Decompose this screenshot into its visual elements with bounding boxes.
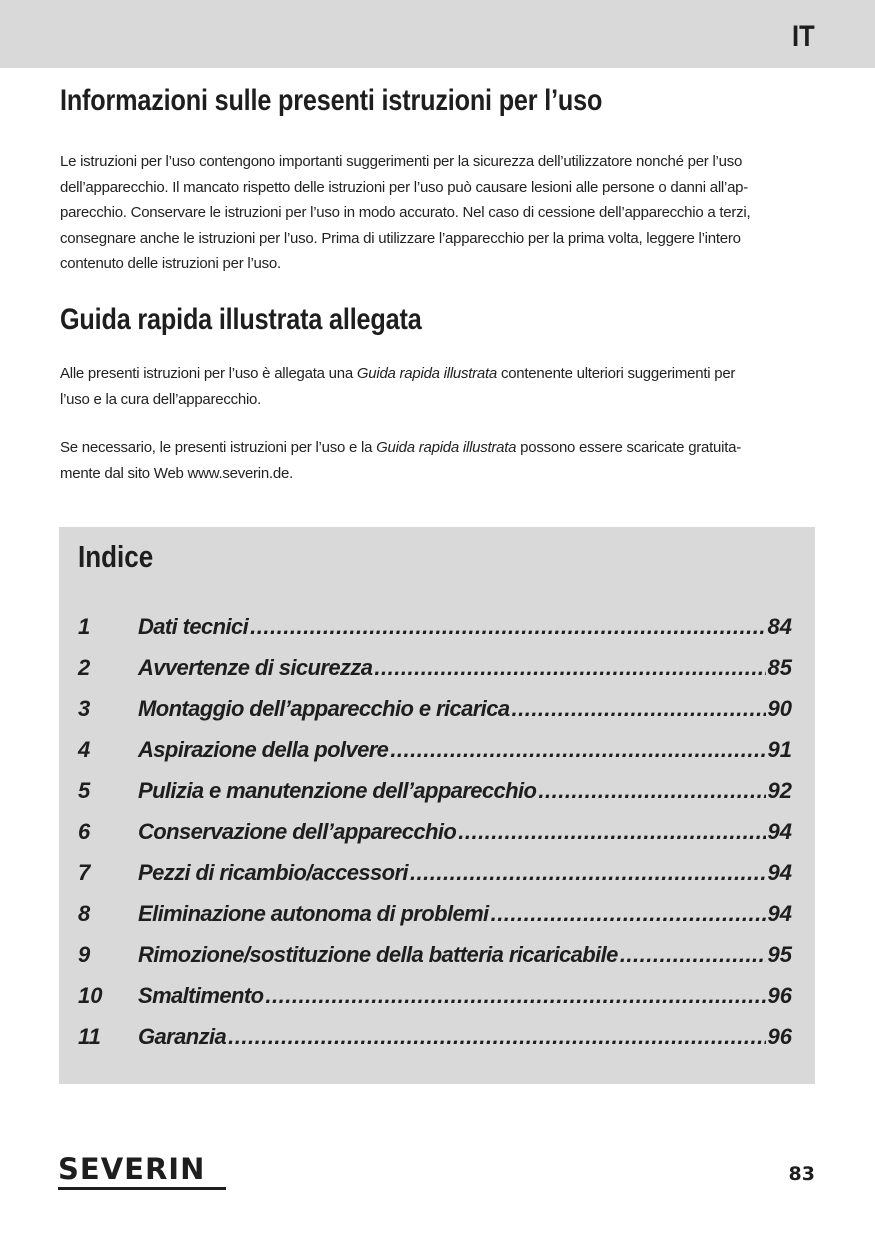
page-number: 83	[788, 1163, 815, 1185]
toc-title: Indice	[78, 539, 154, 574]
toc-entry-label: Smaltimento	[138, 983, 264, 1008]
toc-entry-page: 84	[767, 614, 792, 639]
language-code: IT	[792, 20, 815, 53]
toc-leader-dots	[410, 860, 766, 886]
toc-leader-dots	[374, 655, 765, 681]
toc-list	[78, 614, 792, 1065]
toc-entry[interactable]	[78, 655, 792, 696]
table-of-contents	[59, 527, 815, 1084]
toc-entry-page: 91	[767, 737, 792, 762]
toc-entry[interactable]	[78, 860, 792, 901]
toc-entry-number: 3	[78, 696, 91, 721]
logo-underline	[58, 1187, 226, 1190]
toc-leader-dots	[491, 901, 766, 927]
toc-entry-page: 94	[767, 819, 792, 844]
toc-entry[interactable]	[78, 983, 792, 1024]
body-line: Le istruzioni per l’uso contengono importanti suggerimenti per la sicurezza dell’utilizzatore nonché per l’uso	[60, 153, 743, 170]
body-line: dell’apparecchio. Il mancato rispetto delle istruzioni per l’uso può causare lesioni alle persone o danni all’ap-	[60, 178, 748, 196]
toc-entry-page: 85	[767, 655, 792, 680]
guide-title-italic: Guida rapida illustrata	[356, 365, 498, 382]
toc-entry-label: Dati tecnici	[138, 614, 249, 639]
toc-entry[interactable]	[78, 942, 792, 983]
toc-entry-label: Aspirazione della polvere	[138, 737, 389, 762]
toc-entry-number: 11	[78, 1024, 101, 1049]
toc-entry[interactable]	[78, 696, 792, 737]
toc-entry-number: 6	[78, 819, 91, 844]
section-body-instructions-info	[60, 149, 800, 277]
severin-logo	[58, 1153, 226, 1190]
toc-entry-number: 8	[78, 901, 91, 926]
section-body-quick-guide-p1: Alle presenti istruzioni per l’uso è allegata una Guida rapida illustrata contenente ulteriori suggerimenti per l’uso e la cura dell’apparecchio.	[60, 365, 736, 408]
brand-name: SEVERIN	[58, 1152, 206, 1186]
toc-leader-dots	[390, 737, 765, 763]
section-body-quick-guide-p2: Se necessario, le presenti istruzioni per l’uso e la Guida rapida illustrata possono essere scaricate gratuita- mente dal sito Web www.severin.de.	[60, 439, 741, 482]
toc-entry-page: 96	[767, 983, 792, 1008]
toc-entry-label: Pezzi di ricambio/accessori	[138, 860, 408, 885]
toc-entry[interactable]	[78, 614, 792, 655]
toc-entry-label: Conservazione dell’apparecchio	[138, 819, 457, 844]
toc-entry-number: 4	[78, 737, 91, 762]
toc-entry-page: 94	[767, 860, 792, 885]
body-line: consegnare anche le istruzioni per l’uso. Prima di utilizzare l’apparecchio per la prima volta, leggere l’intero	[60, 229, 741, 247]
toc-entry-label: Pulizia e manutenzione dell’apparecchio	[138, 778, 537, 803]
toc-entry-number: 5	[78, 778, 91, 803]
body-line: contenuto delle istruzioni per l’uso.	[60, 255, 281, 272]
section-title-quick-guide: Guida rapida illustrata allegata	[60, 303, 422, 336]
toc-leader-dots	[250, 614, 765, 640]
toc-leader-dots	[620, 942, 766, 968]
toc-entry[interactable]	[78, 778, 792, 819]
toc-entry-number: 10	[78, 983, 103, 1008]
toc-leader-dots	[511, 696, 765, 722]
toc-entry-number: 2	[78, 655, 91, 680]
body-line: parecchio. Conservare le istruzioni per l’uso in modo accurato. Nel caso di cessione dell’apparecchio a terzi,	[60, 204, 751, 221]
toc-entry-number: 7	[78, 860, 91, 885]
toc-entry-page: 95	[767, 942, 792, 967]
toc-leader-dots	[265, 983, 765, 1009]
toc-entry-page: 94	[767, 901, 792, 926]
toc-entry-page: 96	[767, 1024, 792, 1049]
toc-entry-label: Eliminazione autonoma di problemi	[138, 901, 489, 926]
toc-entry[interactable]	[78, 1024, 792, 1065]
toc-leader-dots	[458, 819, 765, 845]
toc-entry-page: 90	[767, 696, 792, 721]
toc-entry-number: 1	[78, 614, 91, 639]
toc-entry[interactable]	[78, 737, 792, 778]
toc-entry-label: Garanzia	[138, 1024, 227, 1049]
toc-entry-label: Rimozione/sostituzione della batteria ricaricabile	[138, 942, 618, 967]
toc-leader-dots	[538, 778, 765, 804]
toc-entry-number: 9	[78, 942, 91, 967]
toc-entry[interactable]	[78, 819, 792, 860]
toc-entry[interactable]	[78, 901, 792, 942]
guide-title-italic: Guida rapida illustrata	[376, 439, 517, 456]
toc-entry-page: 92	[767, 778, 792, 803]
toc-entry-label: Avvertenze di sicurezza	[138, 655, 373, 680]
header-band	[0, 0, 875, 68]
toc-entry-label: Montaggio dell’apparecchio e ricarica	[138, 696, 510, 721]
section-title-instructions-info: Informazioni sulle presenti istruzioni per l’uso	[60, 84, 603, 117]
toc-leader-dots	[228, 1024, 765, 1050]
